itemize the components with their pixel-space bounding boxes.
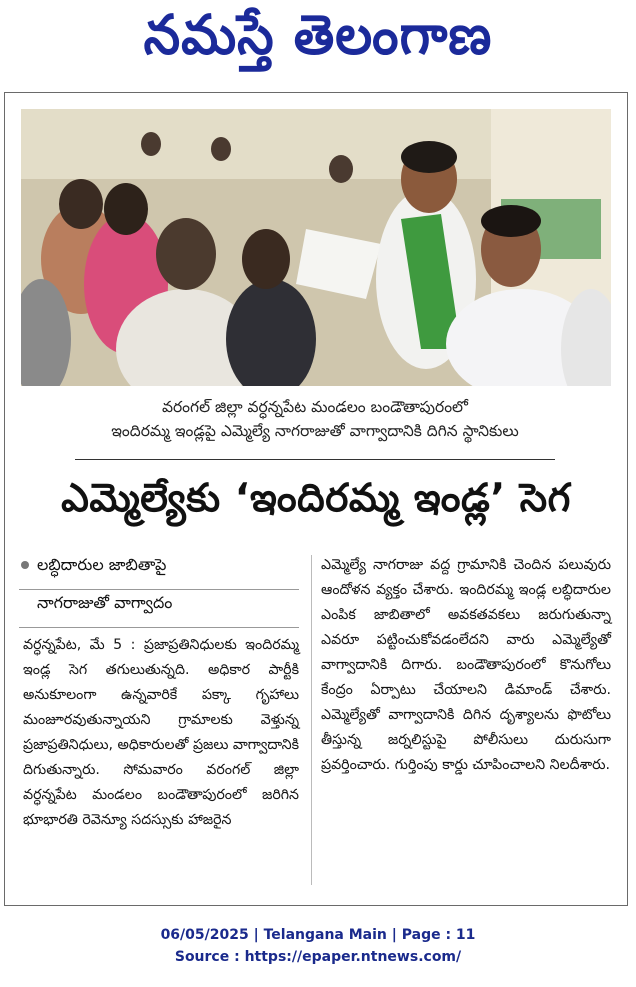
caption-line-1: వరంగల్ జిల్లా వర్ధన్నపేట మండలం బండౌతాపురంలో xyxy=(161,398,469,416)
kicker-line-1: లబ్ధిదారుల జాబితాపై xyxy=(37,555,167,574)
headline: ఎమ్మెల్యేకు ‘ఇందిరమ్మ ఇండ్ల’ సెగ xyxy=(61,476,571,521)
footer-source: Source : https://epaper.ntnews.com/ xyxy=(174,949,462,965)
article-left-column xyxy=(23,633,299,833)
news-photo-illustration xyxy=(21,109,611,386)
caption-line-2: ఇందిరమ్మ ఇండ్లపై ఎమ్మెల్యే నాగరాజుతో వాగ్వాదానికి దిగిన స్థానికులు xyxy=(111,422,519,440)
kicker-line-2: నాగరాజుతో వాగ్వాదం xyxy=(37,593,173,612)
article-clipping xyxy=(4,92,628,906)
kicker-divider-1 xyxy=(19,589,299,590)
footer-edition: 06/05/2025 | Telangana Main | Page : 11 xyxy=(160,927,476,943)
article-left-text: వర్ధన్నపేట, మే 5 : ప్రజాప్రతినిధులకు ఇందిరమ్మ ఇండ్ల సెగ తగులుతున్నది. అధికార పార్టీకి అనుకూలంగా ఉన్నవారికే పక్కా గృహాలు మంజూరవుతున్నాయని గ్రామాలకు వెళ్తున్న ప్రజాప్రతినిధులు, అధికారులతో ప్రజలు వాగ్వాదానికి దిగుతున్నారు. సోమవారం వరంగల్ జిల్లా వర్ధన్నపేట మండలం బండౌతాపురంలో జరిగిన భూభారతి రెవెన్యూ సదస్సుకు హాజరైన xyxy=(23,637,299,828)
article-right-text: ఎమ్మెల్యే నాగరాజు వద్ద గ్రామానికి చెందిన పలువురు ఆందోళన వ్యక్తం చేశారు. ఇందిరమ్మ ఇండ్ల లబ్ధిదారుల ఎంపిక జాబితాలో అవకతవకలు జరుగుతున్నా ఎవరూ పట్టించుకోవడంలేదని వారు ఎమ్మెల్యేతో వాగ్వాదానికి దిగారు. బండౌతాపురంలో కొనుగోలు కేంద్రం ఏర్పాటు చేయాలని డిమాండ్ చేశారు. ఎమ్మెల్యేతో వాగ్వాదానికి దిగిన దృశ్యాలను ఫొటోలు తీస్తున్న జర్నలిస్టుపై పోలీసులు దురుసుగా ప్రవర్తించారు. గుర్తింపు కార్డు చూపించాలని నిలదీశారు. xyxy=(321,557,611,773)
bullet-icon xyxy=(21,561,29,569)
kicker-divider-2 xyxy=(19,627,299,628)
caption-divider xyxy=(75,459,555,460)
column-divider xyxy=(311,555,312,885)
article-right-column xyxy=(321,553,611,778)
masthead-title: నమస్తే తెలంగాణ xyxy=(143,4,493,68)
news-photo xyxy=(21,109,611,386)
photo-caption xyxy=(25,395,605,443)
footer xyxy=(0,924,636,968)
kicker xyxy=(21,553,291,615)
masthead xyxy=(0,0,636,80)
